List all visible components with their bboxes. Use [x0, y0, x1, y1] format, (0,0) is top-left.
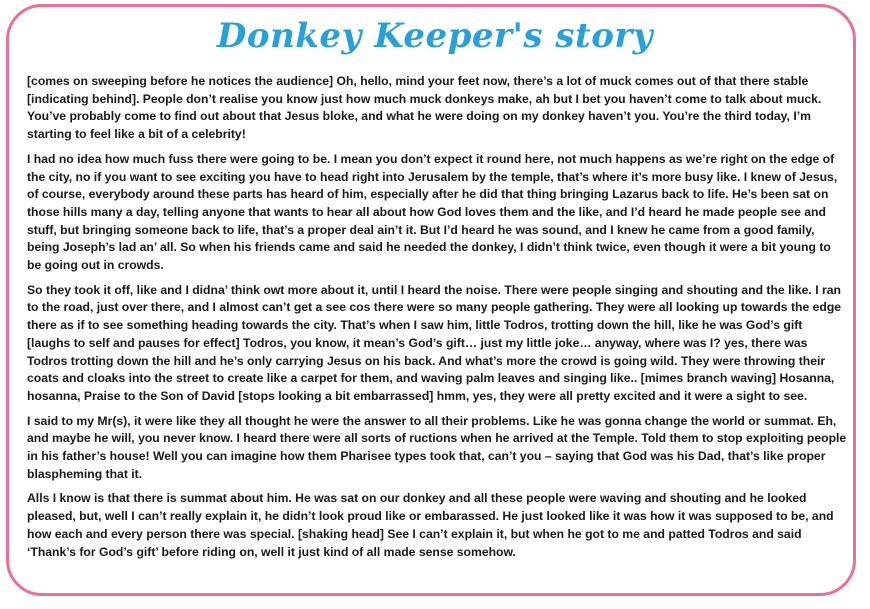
story-paragraph-1: [comes on sweeping before he notices the audience] Oh, hello, mind your feet now, there’s a lot of muck comes out of that there stable [indicating behind]. People don’t realise you know just how much muck donkeys make, ah but I bet you haven’t come to talk about muck. You’ve probably come to find out about that Jesus bloke, and what he were doing on my donkey haven’t you. You’re the third today, I’m starting to feel like a bit of a celebrity! [27, 74, 822, 142]
story-paragraph-2: I had no idea how much fuss there were going to be. I mean you don’t expect it round here, not much happens as we’re right on the edge of the city, no if you want to see exciting you have to head right into Jerusalem by the temple, that’s where it’s more busy like. I knew of Jesus, of course, everybody around these parts has heard of him, especially after he did that thing bringing Lazarus back to life. He’s been sat on those hills many a day, telling anyone that wants to hear all about how God loves them and the like, and I’d heard he made people see and stuff, but bringing someone back to life, that’s a proper deal ain’t it. But I’d heard he was sound, and I knew he came from a good family, being Joseph’s lad an’ all. So when his friends came and said he needed the donkey, I didn’t think twice, even though it were a bit young to be going out in crowds. [27, 151, 838, 273]
story-paragraph-4: I said to my Mr(s), it were like they all thought he were the answer to all their problems. Like he was gonna change the world or summat. Eh, and maybe he will, you never know. I heard there were all sorts of ructions when he arrived at the Temple. Told them to stop exploiting people in his father’s house! Well you can imagine how them Pharisee types took that, can’t you – saying that God was his Dad, that’s like proper blaspheming that it. [27, 413, 847, 481]
story-paragraph-3: So they took it off, like and I didna’ think owt more about it, until I heard the noise. There were people singing and shouting and the like. I ran to the road, just over there, and I almost can’t get a see cos there were so many people gathering. They were all looking up towards the edge there as if to see something heading towards the city. That’s when I saw him, little Todros, trotting down the hill, like he was God’s gift [laughs to self and pauses for effect] Todros, you know, it mean’s God’s gift… just my little joke… anyway, where was I? yes, there was Todros trotting down the hill and he’s only carrying Jesus on his back. And what’s more the crowd is going wild. They were throwing their coats and cloaks into the street to create like a carpet for them, and waving palm leaves and singing like.. [mimes branch waving] Hosanna, hosanna, Praise to the Son of David [stops looking a bit embarrassed] hmm, yes, they were all pretty excited and it were a sight to see. [27, 282, 842, 403]
page-title: Donkey Keeper's story [216, 16, 654, 56]
story-body [27, 73, 847, 568]
story-paragraph-5: Alls I know is that there is summat about him. He was sat on our donkey and all these people were waving and shouting and he looked pleased, but, well I can’t really explain it, he didn’t look proud like or embarassed. He just looked like it was how it was supposed to be, and how each and every person there was special. [shaking head] See I can’t explain it, but when he got to me and patted Todros and said ‘Thank’s for God’s gift’ before riding on, well it just kind of all made sense somehow. [27, 491, 834, 559]
